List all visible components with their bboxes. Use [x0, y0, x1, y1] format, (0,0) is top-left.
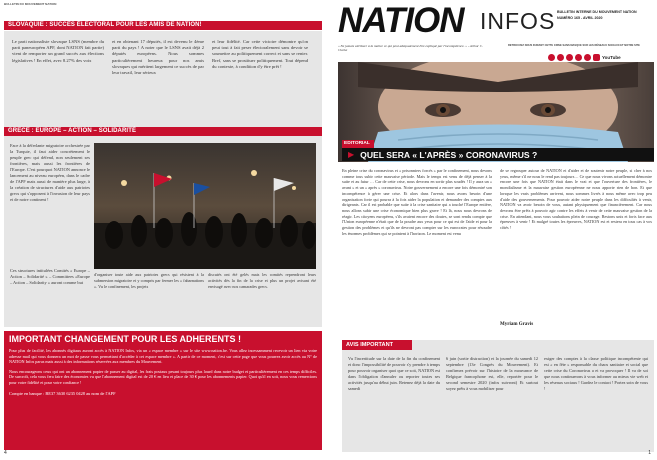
slovaquie-col3: et leur fidélité. Car cette victoire démontre qu'on peut tout à fait peser électoralement sans devoir se soumettre au politiquement correct et sans se renier. Bref, sans se prostituer politiquement. Tout dépend du contexte, à condition d'y être prêt ! [212, 39, 308, 69]
grece-protest-photo [94, 143, 316, 269]
adherents-p1: Pour plus de facilité, les abonnés digitaux auront accès à NATION Infos, via un « espace membre » sur le site www.nation.be. Vous allez incessamment recevoir un lien via votre adresse mail qui vous donnera un mot de passe vous permettant d'accéder à cet espace membre ». A partir de ce moment, c'est sur cette page que vous pourrez avoir accès au N° de NATION Infos parus mais aussi à des informations réservées aux membres du Mouvement. [9, 348, 317, 365]
right-page [328, 0, 657, 460]
avis-col2: 6 juin (sortie distraction) et la journée du samedi 12 septembre (13e Congrès du Mouvement). Et confirmez prévoir sur l'histoire de la mouvance de Belgique francophone est, elle, reportée pour le second semestre 2020 (infos suivront) Et surtout soyez prêts à vous mobiliser pour [446, 356, 538, 391]
infos-word: INFOS [480, 8, 556, 34]
masthead-tagline: « Ne jamais attribuer à la malice ce qui peut adéquatement être expliqué par l'incompétence. » - Arthur C. Clarke [338, 44, 483, 53]
right-page-number: 1 [648, 450, 651, 456]
youtube-icon[interactable] [593, 54, 600, 61]
slovaquie-title: SLOVAQUIE : SUCCÈS ÉLECTORAL POUR LES AMIS DE NATION! [4, 21, 322, 30]
slovaquie-col1: Le parti nationaliste slovaque LSNS (membre du parti paneuropéen APF, dont NATION fait partie) vient de remporter un grand succès aux élections législatives ! En effet, avec 8.27% des voix [12, 39, 104, 63]
adherents-p2: Nous encourageons ceux qui ont un abonnement papier de passer au digital, les frais postaux pesant toujours plus lourd dans notre budget et particulièrement en ces temps difficiles. De surcroît, cela vous fera faire des économies vu que l'abonnement digital est de 20 € en lieu et place de 30 € pour les abonnements papier. Quoi qu'il en soit, nous vous remercions pour votre fidélité et pour votre confiance ! [9, 368, 317, 385]
left-page [0, 0, 328, 460]
header-note: BULLETIN DU MOUVEMENT NATION [4, 2, 57, 6]
social-icons [548, 53, 654, 61]
editorial-label: EDITORIAL [342, 140, 374, 148]
avis-col1: Vu l'incertitude sur la date de la fin du confinement et donc l'impossibilité de pouvoir s'y prendre à temps pour pouvoir organiser quoi que ce soit, NATION est dans l'obligation d'annuler ou reporter toutes ses activités jusqu'au début juin. Retenez déjà la date du samedi [348, 356, 440, 391]
editorial-col1: En pleine crise du coronavirus et « prisonniers forcés » par le confinement, nous devons comme tous subir cette mauvaise période. Mais le temps est venu de déjà penser à la suite et au futur … Car de cette crise, nous devrons en sortir plus soudés ! Il y aura un « avant » et un « après » coronavirus. Notre gouvernement a encore une fois démontré son incompétence à gérer une crise. Et alors dans l'avenir, nous avons besoin d'une organisation forte qui pourra à la fois aider la population et demander des comptes aux dirigeants. Car il est probable que suite à la crise sanitaire qui a touché l'Europe entière, nous allons subir une crise économique bien plus grave ! Et là, nous nous devrons de réagir. Les citoyens européens, s'ils avaient encore des doutes, se sont rendu compte que l'Union européenne n'était que de la poudre aux yeux pour ce qui est de l'aide et pour la gestion des problèmes et qu'ils ne devront pas compter sur les eurocrates pour résoudre les énormes problèmes qui se pointent à l'horizon. Le moment est venu [342, 168, 492, 236]
avis-label: AVIS IMPORTANT [342, 340, 412, 350]
editorial-title-bar [342, 148, 654, 161]
editorial-title: QUEL SERA « L'APRÈS » CORONAVIRUS ? [360, 149, 538, 160]
adherents-title: IMPORTANT CHANGEMENT POUR LES ADHERENTS ! [9, 334, 242, 344]
telegram-icon[interactable] [584, 54, 591, 61]
masthead-small-print: RETROUVEZ NOUS DURANT CETTE CRISE SANS MASQUE SUR LES RÉSEAUX SOCIAUX ET NOTRE SITE [508, 44, 640, 47]
twitter-icon[interactable] [566, 54, 573, 61]
arrow-right-icon: ▶ [348, 150, 355, 159]
adherents-account: Compte en banque : BE37 3630 6235 0428 au nom de l'APF [9, 390, 116, 396]
left-page-number: 4 [4, 450, 7, 456]
editorial-photo-mask [338, 62, 654, 162]
grece-caption-col2: discutés ont été gelés mais les comités reprendront leurs activités dès la fin de la crise et plus un projet avisant été envisagé avec nos camarades grecs. [208, 272, 316, 289]
grece-caption-col1: d'organiser toute aide aux patriotes grecs qui résistent à la submersion migratoire et y compris par fermer les « fabarnations ». Vu le confinement, les projets [94, 272, 204, 289]
bulletin-label: BULLETIN INTERNE DU MOUVEMENT NATION [557, 10, 637, 14]
vk-icon[interactable] [557, 54, 564, 61]
avis-col3: exiger des comptes à la classe politique incompétente qui est « en fête » responsable du chaos sanitaire et social que cette crise du Coronavirus a et va provoquer ! Il va de soi que nous continuerons à vous informer au mieux vie web et les réseaux sociaux ! Gardez le contact ! Portez soin de vous ! [544, 356, 648, 391]
grece-title: GRECE : EUROPE – ACTION – SOLIDARITÉ [4, 127, 322, 136]
grece-text1: Face à la déferlante migratoire orchestrée par la Turquie, il faut aider concrètement le peuple grec qui défend, non seulement ses frontières, mais aussi les frontières de l'Europe. C'est pourquoi NATION annonce le lancement au niveau européen, dans le cadre de l'APF mais aussi de manière plus large, à la création de structures d'aide aux patriotes grecs qui s'opposent à l'invasion de leur pays et de notre continent ! [10, 143, 90, 202]
adherents-box [4, 331, 322, 450]
youtube-label: YouTube [602, 54, 621, 60]
instagram-icon[interactable] [575, 54, 582, 61]
nation-logo [338, 2, 478, 40]
editorial-col2: de se regrouper autour de NATION et d'aider et de soutenir notre peuple, si cher à nos yeux, même s'il ne nous le rend pas toujours… Ce que nous vivons actuellement démontre encore une fois que NATION était dans le vrai et que l'ouverture des frontières, le mondialisme et la mauvaise gestion européenne ne nous apporte rien de bon. Et que lorsque les vrais problèmes arrivent, nous sommes livrés à nous même avec trop peu d'aide des gouvernements. Pour pouvoir aider notre peuple dans les difficultés à venir, NATION va avoir besoin de vous, autant physiquement que financièrement. Car nous devrons être prêts à pouvoir agir contre les effets à venir de cette mauvaise gestion de la crise. En attendant, nous vous souhaitons plein de courage. Restons unis et forts face aux épreuves à venir ! Et malgré toutes les épreuves, NATION est et restera en tous cas à vos côtés ! [500, 168, 652, 231]
issue-label: NUMÉRO 165 - AVRIL 2020 [557, 16, 603, 20]
slovaquie-col2: et en obtenant 17 députés, il est devenu le 4ème parti du pays ! A noter que le LSNS avait déjà 2 députés européens. Nous sommes particulièrement heureux pour nos amis slovaques qui méritent largement ce succès de par leur travail, leur sérieux [112, 39, 204, 76]
editorial-signature: Myriam Gravis [500, 322, 534, 327]
facebook-icon[interactable] [548, 54, 555, 61]
grece-text2: Ces structures intitulées Comités « Europe – Action – Solidarité » – Committees «Europe – Action – Solidarity » auront comme but [10, 268, 90, 285]
logo-text: NATION [338, 1, 464, 40]
